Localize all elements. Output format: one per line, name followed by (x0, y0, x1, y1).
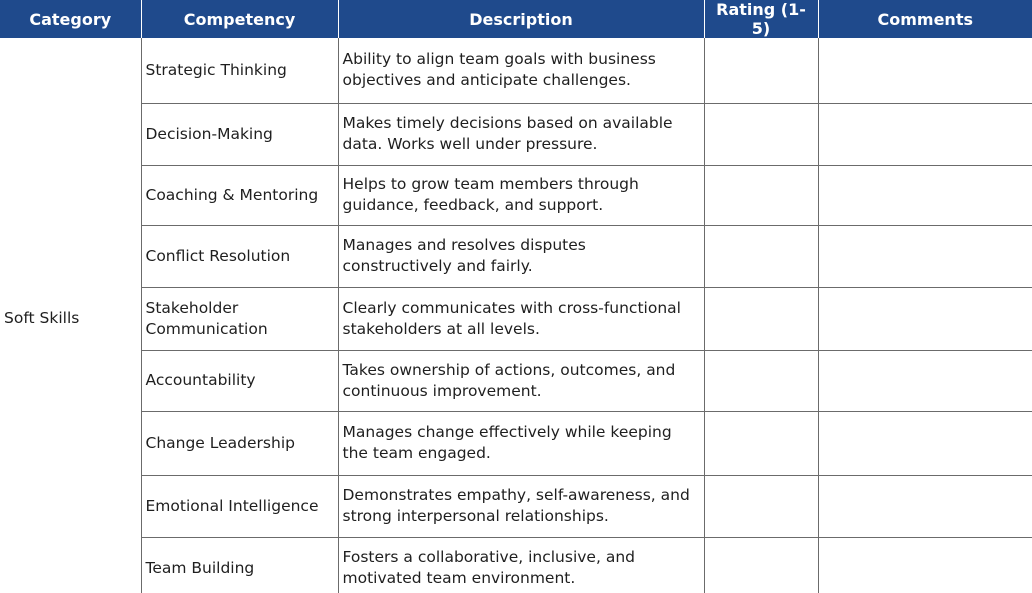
comments-cell[interactable] (818, 225, 1032, 287)
description-cell[interactable]: Ability to align team goals with business objectives and anticipate challenges. (338, 38, 704, 103)
competency-cell[interactable]: Decision-Making (141, 103, 338, 165)
table-row (0, 350, 1032, 411)
rating-cell[interactable] (704, 411, 818, 475)
table-row (0, 537, 1032, 593)
competency-cell[interactable]: Team Building (141, 537, 338, 593)
table-row (0, 165, 1032, 225)
description-cell[interactable]: Makes timely decisions based on available data. Works well under pressure. (338, 103, 704, 165)
description-cell[interactable]: Takes ownership of actions, outcomes, and continuous improvement. (338, 350, 704, 411)
rating-cell[interactable] (704, 350, 818, 411)
rating-cell[interactable] (704, 38, 818, 103)
competency-cell[interactable]: Emotional Intelligence (141, 475, 338, 537)
comments-cell[interactable] (818, 287, 1032, 350)
description-cell[interactable]: Manages change effectively while keeping the team engaged. (338, 411, 704, 475)
competency-cell[interactable]: Conflict Resolution (141, 225, 338, 287)
rating-cell[interactable] (704, 165, 818, 225)
competency-cell[interactable]: Accountability (141, 350, 338, 411)
description-cell[interactable]: Helps to grow team members through guidance, feedback, and support. (338, 165, 704, 225)
rating-cell[interactable] (704, 225, 818, 287)
category-cell[interactable]: Soft Skills (4, 309, 80, 327)
comments-cell[interactable] (818, 103, 1032, 165)
rating-cell[interactable] (704, 103, 818, 165)
table-row (0, 38, 1032, 103)
comments-cell[interactable] (818, 165, 1032, 225)
competency-cell[interactable]: Strategic Thinking (141, 38, 338, 103)
header-competency[interactable]: Competency (141, 0, 338, 38)
header-description[interactable]: Description (338, 0, 704, 38)
competency-cell[interactable]: Change Leadership (141, 411, 338, 475)
rating-cell[interactable] (704, 287, 818, 350)
table-row (0, 411, 1032, 475)
table-row (0, 225, 1032, 287)
table-row (0, 475, 1032, 537)
header-category[interactable]: Category (0, 0, 141, 38)
table-row (0, 103, 1032, 165)
header-comments[interactable]: Comments (818, 0, 1032, 38)
rating-cell[interactable] (704, 537, 818, 593)
table-header (0, 0, 1032, 38)
table-body (0, 38, 1032, 593)
comments-cell[interactable] (818, 38, 1032, 103)
competency-cell[interactable]: Stakeholder Communication (141, 287, 338, 350)
comments-cell[interactable] (818, 350, 1032, 411)
comments-cell[interactable] (818, 537, 1032, 593)
competency-cell[interactable]: Coaching & Mentoring (141, 165, 338, 225)
rating-cell[interactable] (704, 475, 818, 537)
description-cell[interactable]: Fosters a collaborative, inclusive, and motivated team environment. (338, 537, 704, 593)
table-row (0, 287, 1032, 350)
description-cell[interactable]: Clearly communicates with cross-functional stakeholders at all levels. (338, 287, 704, 350)
description-cell[interactable]: Demonstrates empathy, self-awareness, and strong interpersonal relationships. (338, 475, 704, 537)
description-cell[interactable]: Manages and resolves disputes constructively and fairly. (338, 225, 704, 287)
comments-cell[interactable] (818, 411, 1032, 475)
header-rating[interactable]: Rating (1-5) (704, 0, 818, 38)
comments-cell[interactable] (818, 475, 1032, 537)
